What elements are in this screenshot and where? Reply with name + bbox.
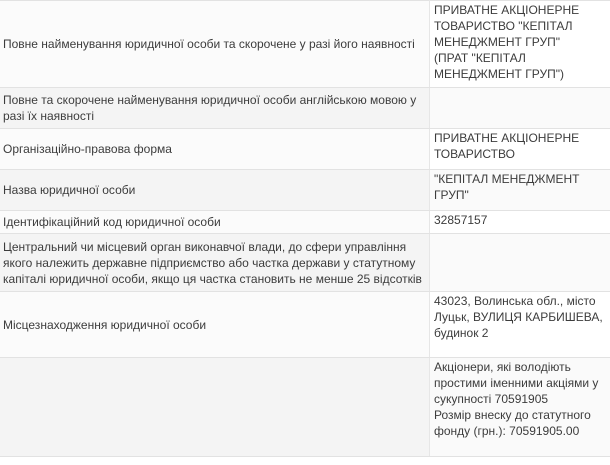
value-line: МЕНЕДЖМЕНТ ГРУП": [434, 35, 560, 49]
field-label-id-code: [0, 211, 430, 234]
table-row: [0, 234, 610, 292]
field-value-entity-name: [430, 170, 610, 211]
field-label-legal-form: [0, 129, 430, 170]
field-value-state-authority: [430, 234, 610, 292]
field-label-english-name: [0, 88, 430, 129]
value-line: (ПРАТ "КЕПІТАЛ: [434, 51, 526, 65]
field-label-entity-name: [0, 170, 430, 211]
value-line: сукупності 70591905: [434, 392, 549, 406]
value-line: 32857157: [434, 213, 488, 227]
label-line: якого належить державне підприємство або частка держави у статутному: [3, 255, 416, 270]
value-line: "КЕПІТАЛ МЕНЕДЖМЕНТ: [434, 172, 580, 186]
label-text: Місцезнаходження юридичної особи: [3, 317, 207, 332]
value-line: ТОВАРИСТВО "КЕПІТАЛ: [434, 19, 573, 33]
label-line: капіталі юридичної особи, якщо ця частка становить не менше 25 відсотків: [3, 271, 422, 286]
label-text: Назва юридичної особи: [3, 183, 136, 197]
table-row: [0, 129, 610, 170]
value-line: Розмір внеску до статутного: [434, 408, 591, 422]
table-row: [0, 211, 610, 234]
table-row: [0, 358, 610, 457]
label-line: Центральний чи місцевий орган виконавчої влади, до сфери управління: [3, 239, 407, 254]
label-line: Повне та скорочене найменування юридичної особи англійською мовою у: [3, 93, 417, 107]
table-row: [0, 1, 610, 88]
table-row: [0, 88, 610, 129]
value-line: фонду (грн.): 70591905.00: [434, 424, 580, 438]
field-label-location: [0, 292, 430, 358]
value-line: ГРУП": [434, 188, 469, 202]
field-label-state-authority: [0, 234, 430, 292]
label-text: Ідентифікаційний код юридичної особи: [3, 215, 221, 229]
field-value-shareholders: [430, 358, 610, 457]
table-row: [0, 292, 610, 358]
value-line: Акціонери, які володіють: [434, 360, 571, 374]
table-row: [0, 170, 610, 211]
field-value-english-name: [430, 88, 610, 129]
field-label-full-name: [0, 1, 430, 88]
field-value-full-name: [430, 1, 610, 88]
value-line: Луцьк, ВУЛИЦЯ КАРБИШЕВА,: [434, 310, 603, 324]
value-line: простими іменними акціями у: [434, 376, 599, 390]
value-line: будинок 2: [434, 326, 489, 340]
value-line: МЕНЕДЖМЕНТ ГРУП"): [434, 67, 564, 81]
label-line: разі їх наявності: [3, 109, 95, 123]
label-text: Організаційно-правова форма: [3, 142, 172, 156]
value-line: ПРИВАТНЕ АКЦІОНЕРНЕ: [434, 131, 580, 145]
label-text: Повне найменування юридичної особи та скорочене у разі його наявності: [3, 37, 415, 51]
value-line: ТОВАРИСТВО: [434, 147, 515, 161]
field-value-id-code: [430, 211, 610, 234]
field-value-location: [430, 292, 610, 358]
value-line: 43023, Волинська обл., місто: [434, 294, 596, 308]
value-line: ПРИВАТНЕ АКЦІОНЕРНЕ: [434, 3, 580, 17]
field-label-shareholders: [0, 358, 430, 457]
field-value-legal-form: [430, 129, 610, 170]
